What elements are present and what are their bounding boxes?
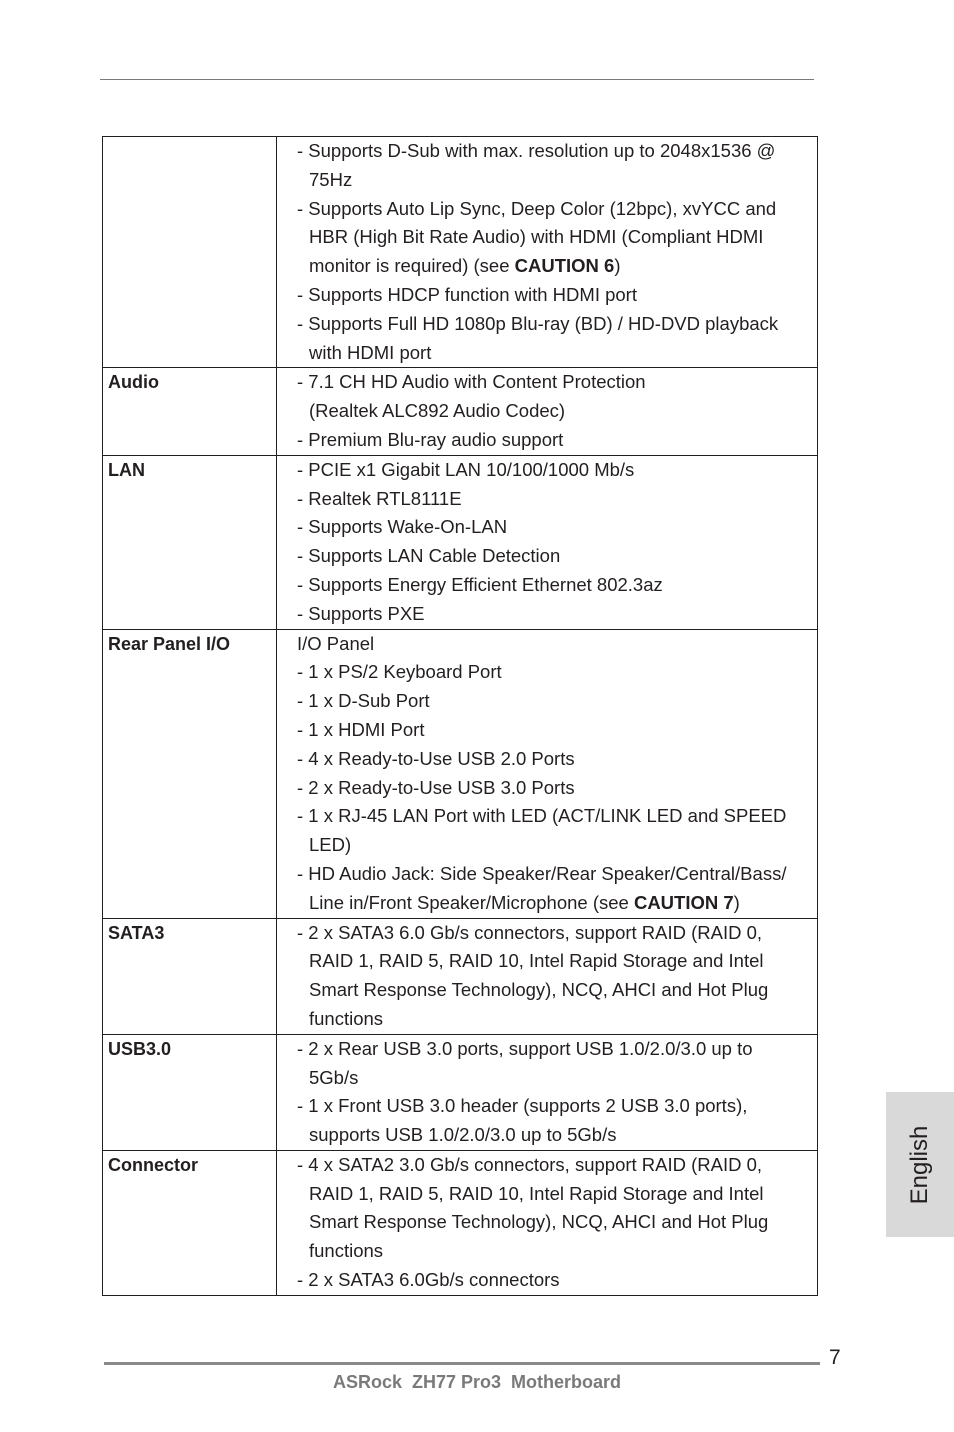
spec-line [297,456,809,485]
spec-line [297,485,809,514]
spec-row [103,629,818,918]
spec-line [297,1208,809,1237]
spec-line [297,542,809,571]
spec-value-cell [277,368,818,455]
spec-line [297,1064,809,1093]
spec-line-text: - 2 x Rear USB 3.0 ports, support USB 1.0/2.0/3.0 up to [297,1037,753,1059]
spec-line-text: - 2 x SATA3 6.0 Gb/s connectors, support RAID (RAID 0, [297,921,763,943]
spec-line-suffix: ) [614,255,621,277]
spec-line [297,571,809,600]
spec-line-text: Smart Response Technology), NCQ, AHCI and Hot Plug [309,1211,769,1233]
spec-line-text: 75Hz [309,168,353,190]
spec-line [297,889,809,918]
spec-label: SATA3 [108,922,165,943]
spec-line-text: (Realtek ALC892 Audio Codec) [309,400,566,422]
spec-line [297,166,809,195]
spec-line-text: - Supports Full HD 1080p Blu-ray (BD) / HD-DVD playback [297,312,779,334]
spec-table-body [103,137,818,1296]
spec-line-suffix: ) [733,891,740,913]
spec-line-text: functions [309,1007,384,1029]
spec-line [297,745,809,774]
spec-line [297,1092,809,1121]
spec-label: Audio [108,372,159,393]
spec-line [297,513,809,542]
spec-row [103,368,818,455]
caution-reference: CAUTION 7 [633,891,734,913]
spec-label: USB3.0 [108,1038,172,1059]
spec-line-text: - 4 x Ready-to-Use USB 2.0 Ports [297,747,575,769]
spec-line-text: - Premium Blu-ray audio support [297,428,564,450]
spec-line-text: - Supports Auto Lip Sync, Deep Color (12bpc), xvYCC and [297,197,777,219]
spec-line-text: - Supports Wake-On-LAN [297,516,508,538]
spec-line-text: functions [309,1240,384,1262]
spec-value-cell [277,1034,818,1150]
spec-line [297,658,809,687]
spec-row [103,137,818,368]
spec-line-text: monitor is required) (see [309,255,515,277]
spec-line [297,339,809,368]
spec-line-text: - 1 x Front USB 3.0 header (supports 2 USB 3.0 ports), [297,1095,748,1117]
spec-line [297,976,809,1005]
spec-line-text: - HD Audio Jack: Side Speaker/Rear Speaker/Central/Bass/ [297,862,787,884]
spec-line [297,630,809,659]
language-tab [886,1092,954,1237]
spec-line-text: 5Gb/s [309,1066,359,1088]
spec-value-cell [277,137,818,368]
top-rule [100,79,814,80]
spec-line-text: - 1 x RJ-45 LAN Port with LED (ACT/LINK LED and SPEED [297,805,787,827]
spec-line [297,1005,809,1034]
spec-row [103,455,818,629]
spec-line-text: - Supports HDCP function with HDMI port [297,283,637,305]
spec-line-text: LED) [309,834,352,856]
spec-line-text: - Supports LAN Cable Detection [297,545,561,567]
spec-line [297,774,809,803]
page-number: 7 [829,1346,841,1369]
footer-title: ASRock ZH77 Pro3 Motherboard [332,1372,622,1392]
spec-line [297,368,809,397]
bottom-rule [104,1362,820,1365]
spec-line-text: RAID 1, RAID 5, RAID 10, Intel Rapid Storage and Intel [309,1182,764,1204]
spec-line [297,831,809,860]
spec-line-text: with HDMI port [309,341,432,363]
spec-value-cell [277,918,818,1034]
spec-line-text: - 7.1 CH HD Audio with Content Protection [297,371,646,393]
spec-line-text: RAID 1, RAID 5, RAID 10, Intel Rapid Storage and Intel [309,950,764,972]
spec-line [297,1266,809,1295]
spec-line [297,802,809,831]
spec-label-cell [103,629,277,918]
spec-line-text: - 1 x PS/2 Keyboard Port [297,661,502,683]
spec-table [102,136,818,1296]
spec-line [297,947,809,976]
spec-line-text: - 1 x D-Sub Port [297,690,430,712]
spec-label-cell [103,1150,277,1295]
spec-value-cell [277,1150,818,1295]
spec-line [297,426,809,455]
spec-line-text: - 1 x HDMI Port [297,718,425,740]
spec-line [297,600,809,629]
spec-line [297,1237,809,1266]
spec-line [297,1180,809,1209]
spec-line [297,397,809,426]
spec-line-text: HBR (High Bit Rate Audio) with HDMI (Compliant HDMI [309,226,764,248]
spec-value-cell [277,629,818,918]
spec-line-text: - Realtek RTL8111E [297,487,462,509]
spec-line [297,195,809,224]
spec-label-cell [103,1034,277,1150]
spec-line-text: - 2 x Ready-to-Use USB 3.0 Ports [297,776,575,798]
spec-line-text: - Supports PXE [297,602,425,624]
spec-line [297,310,809,339]
spec-row [103,918,818,1034]
spec-line [297,860,809,889]
spec-line [297,687,809,716]
spec-value-cell [277,455,818,629]
spec-label: Connector [108,1154,198,1175]
spec-label-cell [103,368,277,455]
spec-line [297,919,809,948]
spec-label-cell [103,455,277,629]
spec-line-text: - 2 x SATA3 6.0Gb/s connectors [297,1269,560,1291]
spec-label: Rear Panel I/O [108,633,231,654]
spec-line [297,252,809,281]
spec-label: LAN [108,459,145,480]
spec-line [297,137,809,166]
spec-line-text: Line in/Front Speaker/Microphone (see [309,891,634,913]
spec-line-text: - Supports D-Sub with max. resolution up to 2048x1536 @ [297,140,776,161]
spec-row [103,1150,818,1295]
spec-line [297,1035,809,1064]
spec-line [297,281,809,310]
spec-line-text: I/O Panel [297,632,375,654]
spec-label-cell [103,918,277,1034]
spec-line-text: Smart Response Technology), NCQ, AHCI and Hot Plug [309,979,769,1001]
caution-reference: CAUTION 6 [514,255,615,277]
spec-line [297,1121,809,1150]
spec-label-cell [103,137,277,368]
language-tab-label: English [906,1125,933,1204]
spec-line-text: supports USB 1.0/2.0/3.0 up to 5Gb/s [309,1124,617,1146]
spec-line-text: - 4 x SATA2 3.0 Gb/s connectors, support RAID (RAID 0, [297,1153,763,1175]
spec-line-text: - Supports Energy Efficient Ethernet 802.3az [297,573,663,595]
spec-line [297,716,809,745]
spec-line [297,1151,809,1180]
spec-row [103,1034,818,1150]
spec-line-text: - PCIE x1 Gigabit LAN 10/100/1000 Mb/s [297,458,635,480]
spec-line [297,223,809,252]
